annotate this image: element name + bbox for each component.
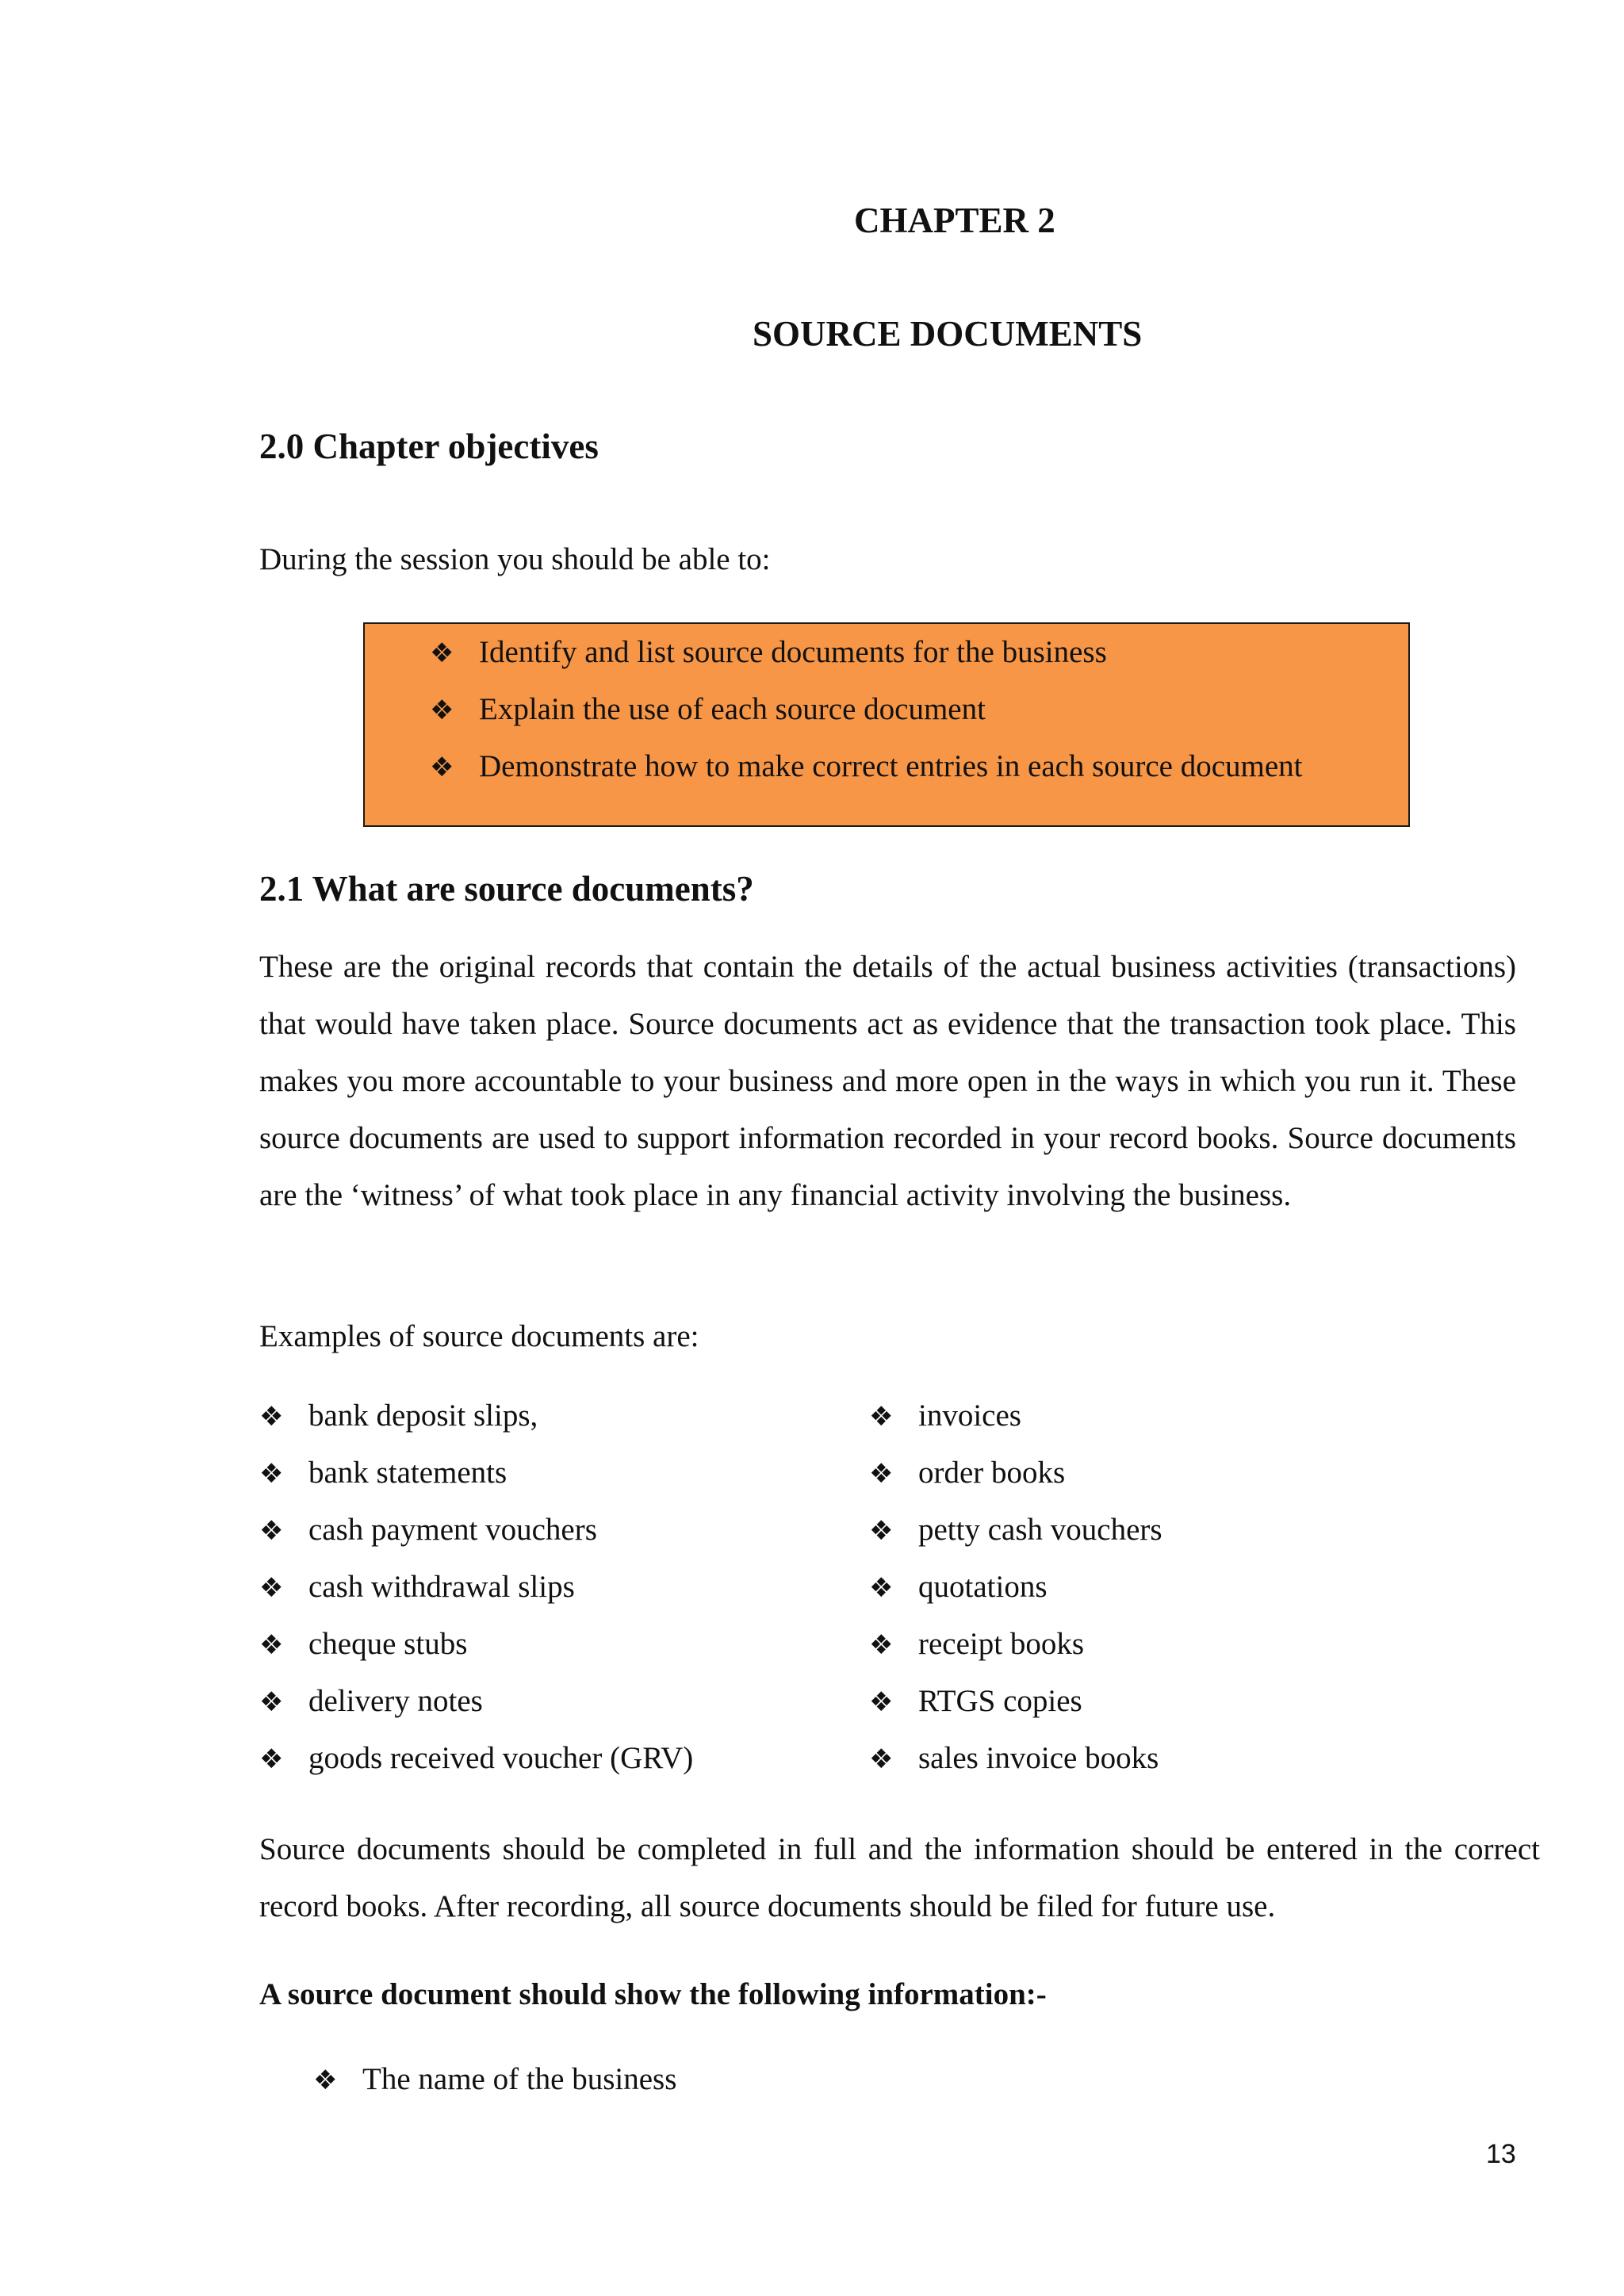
examples-list-left	[259, 1387, 693, 1787]
diamond-bullet-icon: ❖	[869, 1458, 894, 1490]
diamond-bullet-icon: ❖	[430, 695, 454, 726]
diamond-bullet-icon: ❖	[259, 1743, 284, 1775]
objectives-intro: During the session you should be able to:	[259, 542, 771, 576]
diamond-bullet-icon: ❖	[869, 1629, 894, 1661]
list-item: ❖ quotations	[869, 1559, 1162, 1616]
diamond-bullet-icon: ❖	[259, 1629, 284, 1661]
list-item: ❖ RTGS copies	[869, 1673, 1162, 1730]
objectives-list	[430, 624, 1400, 795]
diamond-bullet-icon: ❖	[259, 1515, 284, 1547]
diamond-bullet-icon: ❖	[430, 752, 454, 783]
list-item: ❖ bank statements	[259, 1445, 693, 1502]
objective-item: ❖ Demonstrate how to make correct entries in each source document	[430, 738, 1400, 795]
list-item: ❖ order books	[869, 1445, 1162, 1502]
diamond-bullet-icon: ❖	[869, 1401, 894, 1433]
diamond-bullet-icon: ❖	[869, 1515, 894, 1547]
diamond-bullet-icon: ❖	[259, 1458, 284, 1490]
diamond-bullet-icon: ❖	[869, 1686, 894, 1718]
list-item: ❖ goods received voucher (GRV)	[259, 1730, 693, 1787]
list-item: ❖ cheque stubs	[259, 1616, 693, 1673]
list-item: ❖ The name of the business	[313, 2051, 676, 2109]
diamond-bullet-icon: ❖	[869, 1743, 894, 1775]
completion-paragraph: Source documents should be completed in full and the information should be entered in the correct record books. After recording, all source documents should be filed for future use.	[259, 1832, 1540, 1923]
list-item: ❖ cash payment vouchers	[259, 1502, 693, 1559]
list-item: ❖ receipt books	[869, 1616, 1162, 1673]
list-item: ❖ bank deposit slips,	[259, 1387, 693, 1445]
examples-intro: Examples of source documents are:	[259, 1319, 699, 1353]
info-list	[313, 2051, 676, 2109]
examples-list-right	[869, 1387, 1162, 1787]
diamond-bullet-icon: ❖	[259, 1686, 284, 1718]
info-heading: A source document should show the following information:-	[259, 1977, 1047, 2011]
list-item: ❖ delivery notes	[259, 1673, 693, 1730]
list-item: ❖ petty cash vouchers	[869, 1502, 1162, 1559]
objective-item: ❖ Identify and list source documents for the business	[430, 624, 1400, 681]
diamond-bullet-icon: ❖	[259, 1572, 284, 1604]
section-heading-what: 2.1 What are source documents?	[259, 869, 754, 909]
diamond-bullet-icon: ❖	[313, 2064, 338, 2096]
chapter-label: CHAPTER 2	[854, 201, 1055, 240]
diamond-bullet-icon: ❖	[259, 1401, 284, 1433]
page-number: 13	[1486, 2139, 1516, 2169]
list-item: ❖ sales invoice books	[869, 1730, 1162, 1787]
diamond-bullet-icon: ❖	[869, 1572, 894, 1604]
list-item: ❖ invoices	[869, 1387, 1162, 1445]
definition-paragraph: These are the original records that contain the details of the actual business activities (transactions) that would have taken place. Source documents act as evidence that the transaction took place. This makes you more accountable to your business and more open in the ways in which you run it. These source documents are used to support information recorded in your record books. Source documents are the ‘witness’ of what took place in any financial activity involving the business.	[259, 950, 1516, 1212]
section-heading-objectives: 2.0 Chapter objectives	[259, 427, 599, 466]
objectives-box	[363, 622, 1410, 827]
objective-item: ❖ Explain the use of each source document	[430, 681, 1400, 738]
chapter-title: SOURCE DOCUMENTS	[753, 314, 1143, 354]
diamond-bullet-icon: ❖	[430, 637, 454, 669]
list-item: ❖ cash withdrawal slips	[259, 1559, 693, 1616]
